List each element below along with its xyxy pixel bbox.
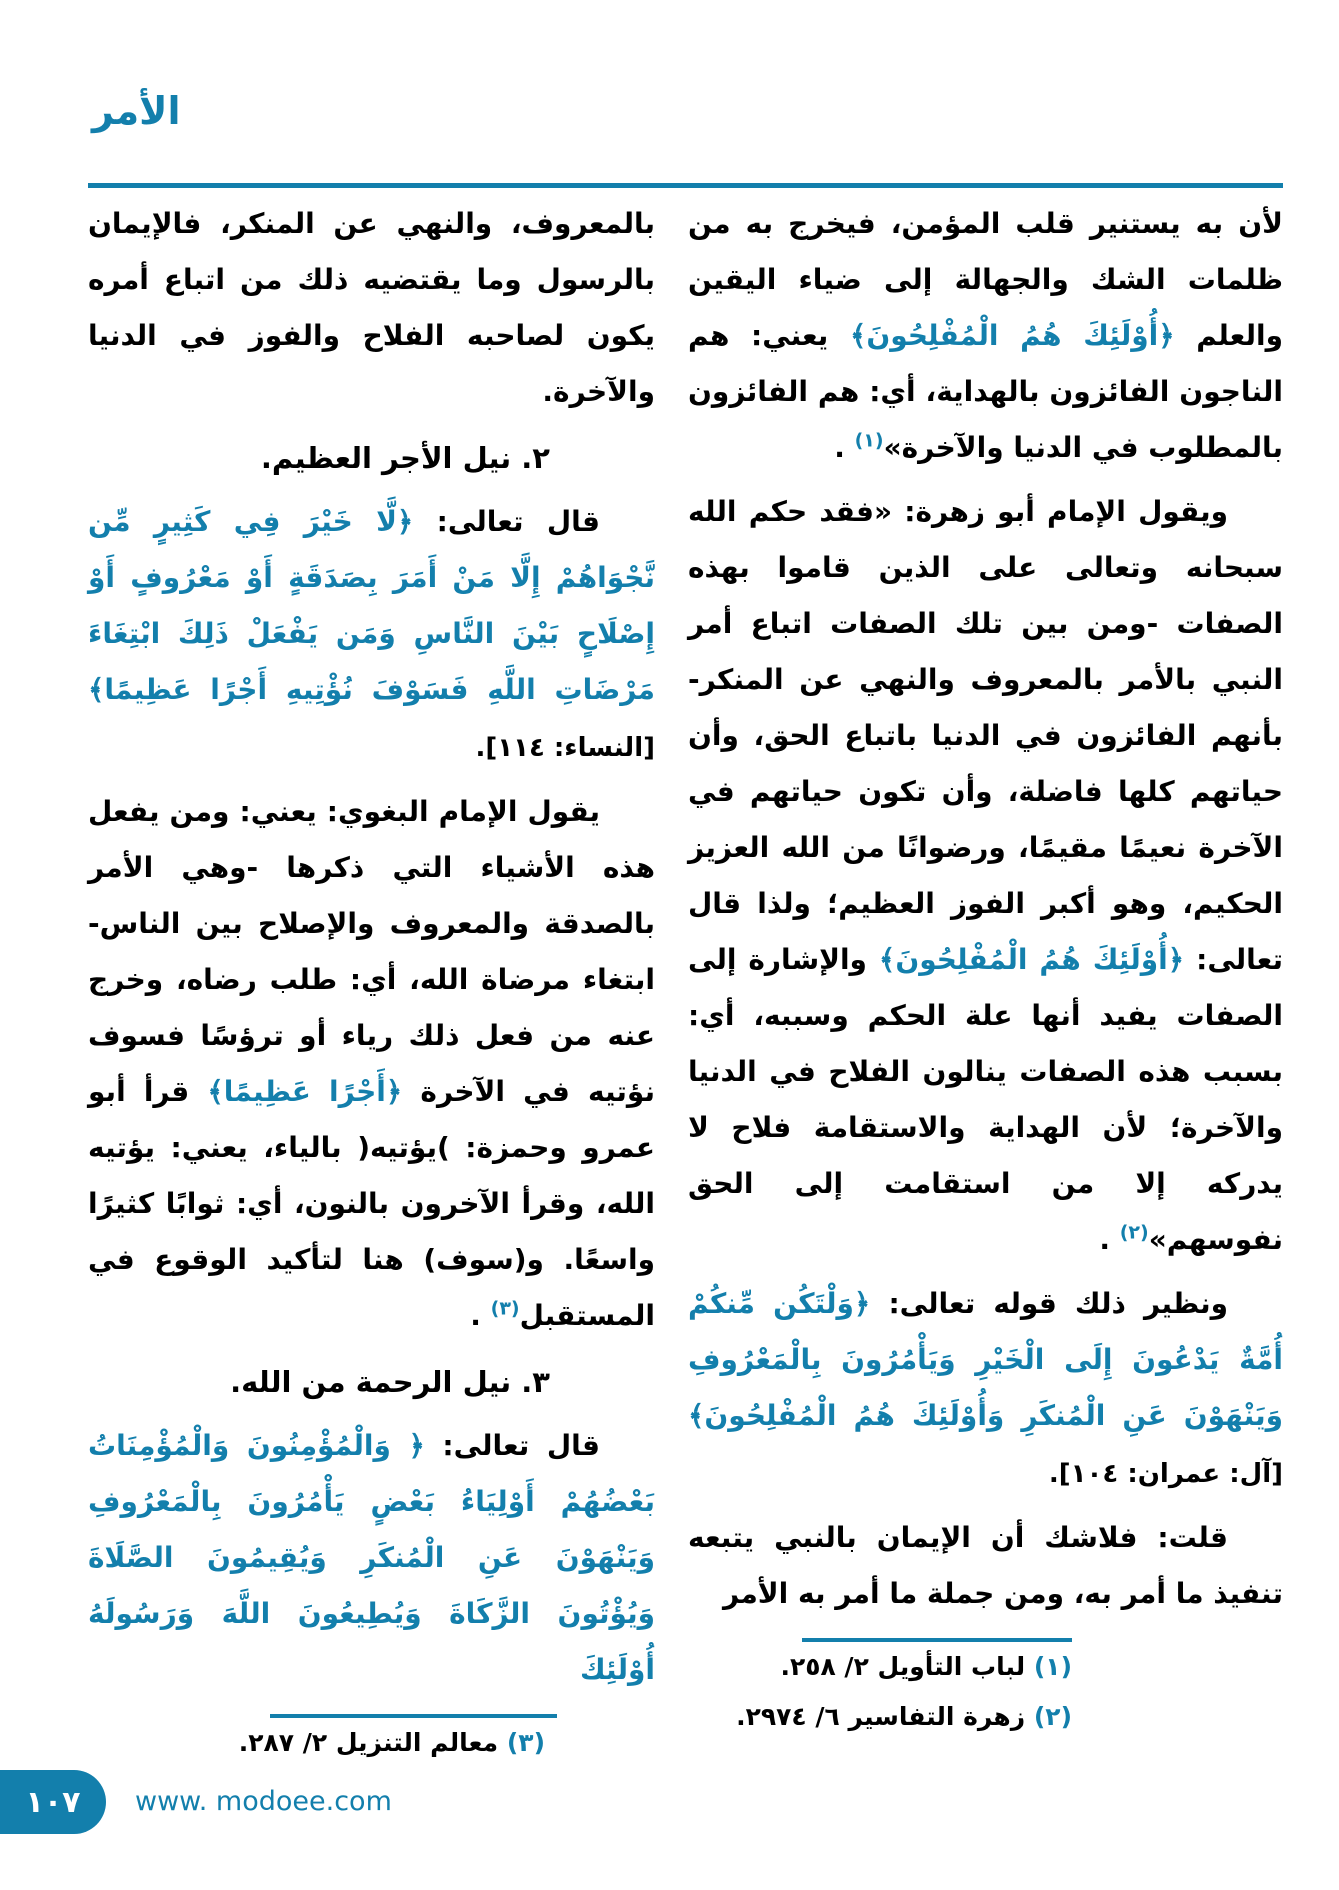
footnote-number: (٣) [506, 1728, 545, 1757]
page-title: الأمر [92, 89, 181, 133]
paragraph-text: . [470, 1299, 491, 1332]
paragraph [88, 196, 655, 420]
page-number-badge [0, 1770, 106, 1834]
paragraph [688, 484, 1283, 1268]
column-right [688, 196, 1283, 1768]
paragraph-text: قال تعالى: [413, 505, 601, 538]
footnote-marker: (١) [854, 429, 884, 452]
paragraph [88, 494, 655, 776]
page-number: ١٠٧ [25, 1784, 81, 1820]
paragraph-text: . [834, 431, 855, 464]
paragraph [688, 1276, 1283, 1502]
footnotes-block [688, 1638, 1283, 1742]
quran-verse: ﴿ وَالْمُؤْمِنُونَ وَالْمُؤْمِنَاتُ بَعْضُهُمْ أَوْلِيَاءُ بَعْضٍ يَأْمُرُونَ بِالْمَعْرُوفِ وَيَنْهَوْنَ عَنِ الْمُنكَرِ وَيُقِيمُونَ الصَّلَاةَ وَيُؤْتُونَ الزَّكَاةَ وَيُطِيعُونَ اللَّهَ وَرَسُولَهُ أُوْلَئِكَ [88, 1429, 655, 1686]
paragraph-text: . [1099, 1223, 1120, 1256]
paragraph-text: قرأ أبو عمرو وحمزة: )يؤتيه( بالياء، يعني: يؤتيه الله، وقرأ الآخرون بالنون، أي: ثوابًا كثيرًا واسعًا. و(سوف) هنا لتأكيد الوقوع في المستقبل [88, 1075, 655, 1332]
paragraph [688, 196, 1283, 476]
paragraph-text: يقول الإمام البغوي: يعني: ومن يفعل هذه الأشياء التي ذكرها -وهي الأمر بالصدقة والمعروف والإصلاح بين الناس- ابتغاء مرضاة الله، أي: طلب رضاه، وخرج عنه من فعل ذلك رياء أو ترؤسًا فسوف نؤتيه في الآخرة [88, 795, 655, 1108]
section-heading: ٣. نيل الرحمة من الله. [230, 1365, 550, 1399]
paragraph [88, 784, 655, 1344]
paragraph-text: ويقول الإمام أبو زهرة: «فقد حكم الله سبحانه وتعالى على الذين قاموا بهذه الصفات -ومن بين تلك الصفات اتباع أمر النبي بالأمر بالمعروف والنهي عن المنكر- بأنهم الفائزون في الدنيا باتباع الحق، وأن حياتهم كلها فاضلة، وأن تكون حياتهم في الآخرة نعيمًا مقيمًا، ورضوانًا من الله العزيز الحكيم، وهو أكبر الفوز العظيم؛ ولذا قال تعالى: [688, 495, 1283, 976]
column-left [88, 196, 655, 1768]
footnote-number: (١) [1033, 1652, 1072, 1681]
footnote-marker: (٣) [490, 1297, 520, 1320]
paragraph-text: قال تعالى: [424, 1429, 600, 1462]
header-rule [88, 183, 1283, 188]
paragraph-text: ونظير ذلك قوله تعالى: [870, 1287, 1228, 1320]
paragraph-text: بالمعروف، والنهي عن المنكر، فالإيمان بالرسول وما يقتضيه ذلك من اتباع أمره يكون لصاحبه الفلاح والفوز في الدنيا والآخرة. [88, 207, 655, 408]
paragraph-text: قلت: فلاشك أن الإيمان بالنبي يتبعه تنفيذ ما أمر به، ومن جملة ما أمر به الأمر [688, 1521, 1283, 1610]
footnotes-block [88, 1714, 655, 1768]
footnote-number: (٢) [1033, 1702, 1072, 1731]
section-heading: ٢. نيل الأجر العظيم. [260, 441, 550, 475]
footnote-item [88, 1718, 545, 1768]
verse-citation: [النساء: ١١٤]. [475, 733, 655, 763]
quran-verse: ﴿أَجْرًا عَظِيمًا﴾ [207, 1075, 403, 1108]
footnote-text: معالم التنزيل ٢/ ٢٨٧. [238, 1728, 499, 1757]
paragraph-text: لأن به يستنير قلب المؤمن، فيخرج به من ظلمات الشك والجهالة إلى ضياء اليقين والعلم [688, 207, 1283, 352]
text-columns [88, 196, 1283, 1768]
footnote-item [688, 1692, 1072, 1742]
footnote-marker: (٢) [1119, 1221, 1149, 1244]
quran-verse: ﴿وَلْتَكُن مِّنكُمْ أُمَّةٌ يَدْعُونَ إِلَى الْخَيْرِ وَيَأْمُرُونَ بِالْمَعْرُوفِ وَيَنْهَوْنَ عَنِ الْمُنكَرِ وَأُوْلَئِكَ هُمُ الْمُفْلِحُونَ﴾ [688, 1287, 1283, 1432]
website-url: www. modoee.com [135, 1786, 392, 1817]
footnote-text: لباب التأويل ٢/ ٢٥٨. [780, 1652, 1026, 1681]
quran-verse: ﴿لَّا خَيْرَ فِي كَثِيرٍ مِّن نَّجْوَاهُمْ إِلَّا مَنْ أَمَرَ بِصَدَقَةٍ أَوْ مَعْرُوفٍ أَوْ إِصْلَاحٍ بَيْنَ النَّاسِ وَمَن يَفْعَلْ ذَلِكَ ابْتِغَاءَ مَرْضَاتِ اللَّهِ فَسَوْفَ نُؤْتِيهِ أَجْرًا عَظِيمًا﴾ [88, 505, 655, 706]
paragraph-text: والإشارة إلى الصفات يفيد أنها علة الحكم وسببه، أي: بسبب هذه الصفات ينالون الفلاح في الدنيا والآخرة؛ لأن الهداية والاستقامة فلاح لا يدركه إلا من استقامت إلى الحق نفوسهم» [688, 943, 1283, 1256]
paragraph [688, 1510, 1283, 1622]
paragraph-text: يعني: هم الناجون الفائزون بالهداية، أي: هم الفائزون بالمطلوب في الدنيا والآخرة» [688, 319, 1283, 464]
quran-verse: ﴿أُوْلَئِكَ هُمُ الْمُفْلِحُونَ﴾ [878, 943, 1185, 976]
verse-citation: [آل: عمران: ١٠٤]. [1048, 1459, 1283, 1489]
quran-verse: ﴿أُوْلَئِكَ هُمُ الْمُفْلِحُونَ﴾ [849, 319, 1175, 352]
footnote-text: زهرة التفاسير ٦/ ٢٩٧٤. [736, 1702, 1026, 1731]
paragraph [88, 1418, 655, 1698]
footnote-item [688, 1642, 1072, 1692]
